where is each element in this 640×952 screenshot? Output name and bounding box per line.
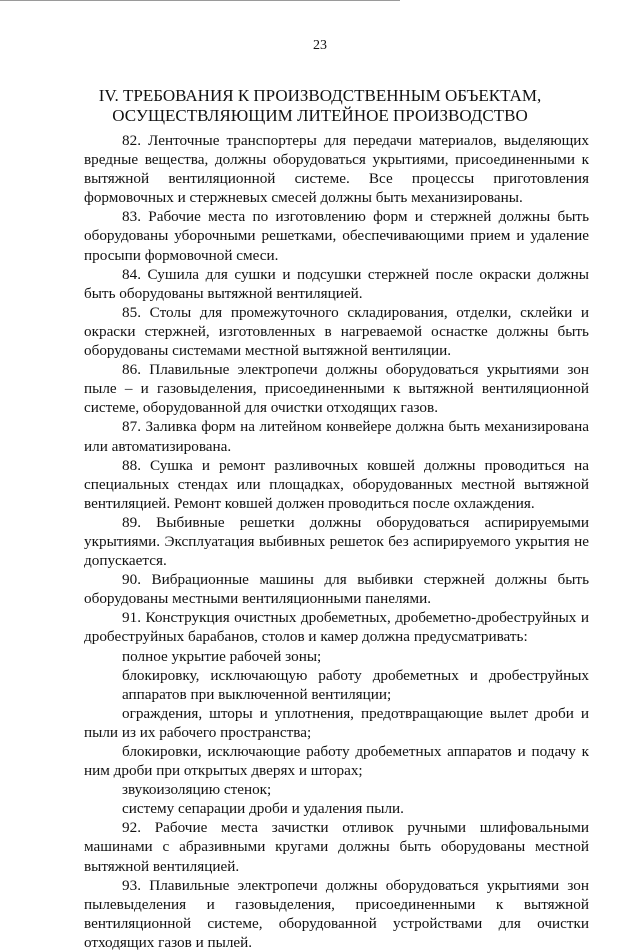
top-edge-line	[0, 0, 400, 1]
heading-line-2: ОСУЩЕСТВЛЯЮЩИМ ЛИТЕЙНОЕ ПРОИЗВОДСТВО	[112, 106, 528, 125]
page-number: 23	[313, 38, 327, 53]
list-item: блокировки, исключающие работу дробеметных аппаратов и подачу к ним дроби при открытых дверях и шторах;	[84, 743, 589, 780]
list-item: систему сепарации дроби и удаления пыли.	[122, 800, 404, 818]
paragraph-91: 91. Конструкция очистных дробеметных, дробеметно-дробеструйных и дробеструйных барабанов, столов и камер должна предусматривать:	[84, 609, 589, 646]
paragraph-85: 85. Столы для промежуточного складирования, отделки, склейки и окраски стержней, изготовленных в нагреваемой оснастке должны быть оборудованы системами местной вытяжной вентиляции.	[84, 303, 589, 360]
list-item: звукоизоляцию стенок;	[122, 781, 272, 799]
paragraph-89: 89. Выбивные решетки должны оборудоваться аспирируемыми укрытиями. Эксплуатация выбивных решеток без аспирируемого укрытия не допускается.	[84, 513, 589, 570]
paragraph-83: 83. Рабочие места по изготовлению форм и стержней должны быть оборудованы уборочными решетками, обеспечивающими прием и удаление просыпи формовочной смеси.	[84, 208, 589, 264]
list-item: полное укрытие рабочей зоны;	[122, 647, 322, 665]
paragraph-93: 93. Плавильные электропечи должны оборудоваться укрытиями зон пылевыделения и газовыделения, присоединенными к вытяжной вентиляционной системе, оборудованной устройствами для очистки отходящих газов и пылей.	[84, 876, 589, 951]
paragraph-92: 92. Рабочие места зачистки отливок ручными шлифовальными машинами с абразивными кругами должны быть оборудованы местной вытяжной вентиляцией.	[84, 819, 589, 875]
paragraph-86: 86. Плавильные электропечи должны оборудоваться укрытиями зон пыле – и газовыделения, присоединенными к вытяжной вентиляционной системе, оборудованной для очистки отходящих газов.	[84, 361, 589, 417]
paragraph-88: 88. Сушка и ремонт разливочных ковшей должны проводиться на специальных стендах или площадках, оборудованных местной вытяжной вентиляцией. Ремонт ковшей должен проводиться после охлаждения.	[84, 456, 589, 512]
document-body	[84, 131, 589, 952]
section-heading	[60, 86, 580, 126]
heading-line-1: IV. ТРЕБОВАНИЯ К ПРОИЗВОДСТВЕННЫМ ОБЪЕКТАМ,	[98, 86, 542, 105]
list-item: блокировку, исключающую работу дробеметных и дробеструйных аппаратов при выключенной вентиляции;	[122, 666, 589, 703]
paragraph-87: 87. Заливка форм на литейном конвейере должна быть механизирована или автоматизирована.	[84, 418, 589, 455]
paragraph-90: 90. Вибрационные машины для выбивки стержней должны быть оборудованы местными вентиляционными панелями.	[84, 571, 589, 608]
list-item: ограждения, шторы и уплотнения, предотвращающие вылет дроби и пыли из их рабочего пространства;	[84, 704, 589, 741]
paragraph-82: 82. Ленточные транспортеры для передачи материалов, выделяющих вредные вещества, должны оборудоваться укрытиями, присоединенными к вытяжной вентиляционной системе. Все процессы приготовления формовочных и стержневых смесей должны быть механизированы.	[84, 132, 589, 207]
paragraph-84: 84. Сушила для сушки и подсушки стержней после окраски должны быть оборудованы вытяжной вентиляцией.	[84, 265, 589, 302]
